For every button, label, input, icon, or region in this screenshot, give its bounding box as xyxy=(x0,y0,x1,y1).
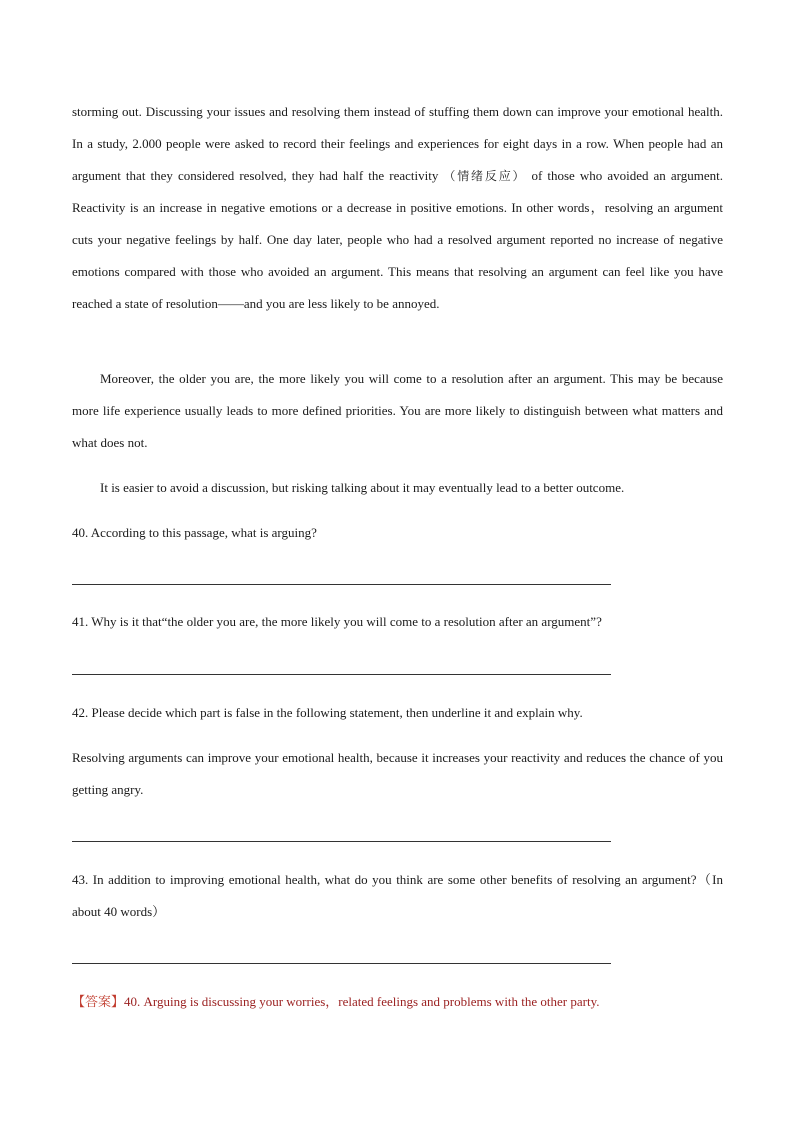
question-40-text: 40. According to this passage, what is arguing? xyxy=(72,525,317,540)
passage-text-3: It is easier to avoid a discussion, but risking talking about it may eventually lead to a better outcome. xyxy=(100,480,625,495)
passage-text-1b: of those who avoided an argument. Reactivity is an increase in negative emotions or a decrease in positive emotions. In other words，resolving an argument cuts your negative feelings by half. One day later, people who had a resolved argument reported no increase of negative emotions compared with those who avoided an argument. This means that resolving an argument can feel like you have reached a state of resolution——and you are less likely to be annoyed. xyxy=(72,167,723,311)
question-43-text: 43. In addition to improving emotional health, what do you think are some other benefits of resolving an argument?（In about 40 words） xyxy=(72,872,723,919)
statement-text: Resolving arguments can improve your emotional health, because it increases your reactivity and reduces the chance of you getting angry. xyxy=(72,750,723,797)
question-42-statement xyxy=(72,742,723,806)
passage-paragraph-1 xyxy=(72,96,723,320)
chinese-gloss: （情绪反应） xyxy=(443,168,527,183)
answer-text: 40. Arguing is discussing your worries，related feelings and problems with the other party. xyxy=(124,994,600,1009)
answer-line-43[interactable] xyxy=(72,963,723,964)
question-42 xyxy=(72,703,723,723)
question-42-text: 42. Please decide which part is false in the following statement, then underline it and explain why. xyxy=(72,705,583,720)
question-40 xyxy=(72,523,723,543)
answer-key xyxy=(72,992,723,1012)
passage-text-1a: storming out. Discussing your issues and resolving them instead of stuffing them down can improve your emotional health. In a study, 2.000 people were asked to record their feelings and experiences for eight days in a row. When people had an argument that they considered resolved, they had half the reactivity xyxy=(72,104,723,183)
answer-line-41[interactable] xyxy=(72,674,723,675)
answer-tag: 【答案】 xyxy=(72,994,125,1009)
answer-line-42[interactable] xyxy=(72,841,723,842)
answer-line-40[interactable] xyxy=(72,584,723,585)
passage-text-2: Moreover, the older you are, the more likely you will come to a resolution after an argument. This may be because more life experience usually leads to more defined priorities. You are more likely to distinguish between what matters and what does not. xyxy=(72,371,723,450)
passage-paragraph-3 xyxy=(72,472,723,504)
question-41 xyxy=(72,612,723,632)
question-41-text: 41. Why is it that“the older you are, the more likely you will come to a resolution after an argument”? xyxy=(72,614,602,629)
passage-paragraph-2 xyxy=(72,363,723,458)
question-43 xyxy=(72,864,723,928)
